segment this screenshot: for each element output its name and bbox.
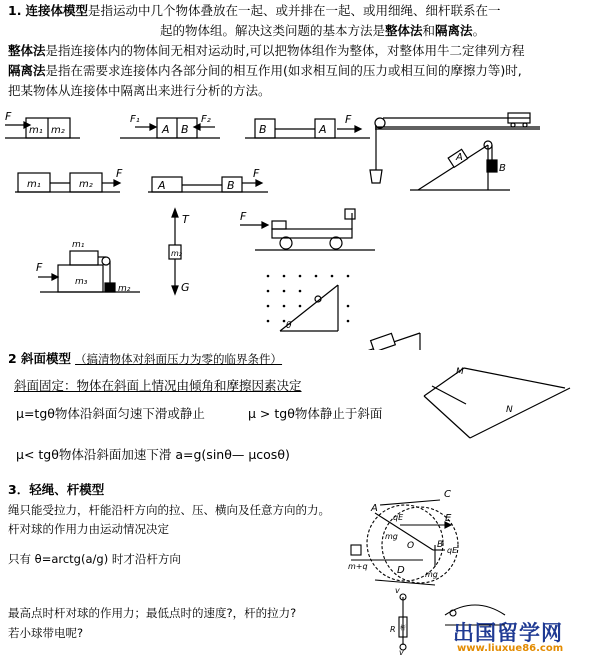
hanging-mass-label: m₂: [171, 249, 182, 258]
incline-eq1: μ=tgθ物体沿斜面匀速下滑或静止: [16, 406, 205, 421]
figure-block-incline: [355, 333, 420, 350]
label-r: R: [390, 625, 396, 634]
section2-heading: [8, 350, 282, 368]
incline-eq3: μ< tgθ物体沿斜面加速下滑 a=g(sinθ— μcosθ): [16, 447, 290, 462]
figure-incline-mn: [410, 360, 590, 440]
block-a-label: A: [162, 123, 170, 136]
block-a-label-2: A: [319, 123, 327, 136]
incline-fixed-text: 斜面固定：物体在斜面上情况由倾角和摩擦因素决定: [14, 378, 302, 393]
mass-m2-label-2: m₂: [79, 179, 93, 190]
mass-m3-label: m₃: [75, 277, 88, 287]
label-e: E: [445, 513, 452, 524]
watermark-url: www.liuxue86.com: [457, 643, 564, 654]
method-whole: 整体法: [385, 23, 423, 38]
isolation-method-line2: 把某物体从连接体中隔离出来进行分析的方法。: [8, 83, 271, 98]
whole-label: 整体法: [8, 43, 46, 58]
block-b-label-3: B: [227, 179, 235, 192]
label-mg-2: mg: [425, 570, 438, 579]
label-b: B: [437, 540, 444, 550]
label-m: M: [456, 367, 464, 377]
isolation-method-line: [8, 62, 522, 79]
figure-incline-pulley: [410, 141, 510, 190]
section1-desc-b: 起的物体组。解决这类问题的基本方法是: [160, 23, 386, 38]
block-b-label-2: B: [259, 123, 267, 136]
section3-line2: 杆对球的作用力由运动情况决定: [8, 522, 169, 536]
label-mq: m+q: [348, 562, 368, 571]
section3-line5: 若小球带电呢?: [8, 626, 84, 640]
hanging-block-b-label: B: [499, 163, 506, 174]
label-a: A: [371, 503, 378, 514]
figure-dotted-field: [267, 275, 350, 331]
block-b-label: B: [181, 123, 189, 136]
mass-m1-label-2: m₁: [27, 179, 41, 190]
mass-label-m1: m₁: [29, 125, 43, 136]
section1-desc-line2: [160, 22, 485, 39]
force-f1-label: F₁: [130, 114, 140, 125]
figure-pulley-cart: [370, 113, 540, 183]
force-label-6: F: [36, 261, 43, 274]
mass-m2-label-3: m₂: [118, 284, 131, 294]
section2-title: 2 斜面模型: [8, 351, 72, 366]
figure-ab-rope: [148, 167, 268, 192]
force-f2-label: F₂: [201, 114, 211, 125]
angle-theta-label: θ: [286, 321, 292, 331]
mass-m1-label-3: m₁: [72, 240, 85, 250]
section3-line4: 最高点时杆对球的作用力；最低点时的速度?，杆的拉力?: [8, 606, 297, 620]
section1-desc-a: 是指运动中几个物体叠放在一起、或并排在一起、或用细绳、细杆联系在一: [87, 3, 501, 18]
gravity-label: G: [181, 281, 190, 294]
figure-two-blocks-pushed: [5, 110, 80, 138]
force-label: F: [5, 110, 12, 123]
figure-cart-block: [240, 209, 375, 250]
period: 。: [472, 23, 486, 38]
connected-body-figures: [0, 105, 593, 350]
figure-rope-connected: [245, 113, 370, 138]
label-mg: mg: [385, 532, 398, 541]
iso-text: 是指在需要求连接体内各部分间的相互作用(如求相互间的压力或相互间的摩擦力等)时,: [45, 63, 522, 78]
force-label-2: F: [345, 113, 352, 126]
and-text: 和: [422, 23, 436, 38]
force-label-3: F: [116, 167, 123, 180]
label-qe: qE: [393, 513, 404, 522]
incline-block-a-label: A: [456, 152, 463, 163]
figure-rope-two-blocks: [15, 167, 123, 192]
section3-title: 3．轻绳、杆模型: [8, 482, 105, 497]
iso-label: 隔离法: [8, 63, 46, 78]
label-v-2: v: [399, 648, 404, 655]
incline-eq2: μ > tgθ物体静止于斜面: [248, 406, 383, 421]
figure-free-body: [169, 209, 190, 294]
label-v: v: [395, 586, 400, 595]
force-label-5: F: [240, 210, 247, 223]
figure-three-mass: [36, 240, 140, 294]
whole-method-line: [8, 42, 525, 59]
label-qe-2: qE: [447, 546, 458, 555]
label-c: C: [444, 489, 451, 500]
force-label-4: F: [253, 167, 260, 180]
method-isolation: 隔离法: [435, 23, 473, 38]
label-n: N: [506, 405, 513, 415]
label-o: O: [407, 541, 415, 551]
label-d: D: [397, 565, 405, 576]
section1-paragraph: [8, 2, 500, 19]
block-a-label-3: A: [158, 179, 166, 192]
figure-two-forces: [120, 114, 220, 138]
whole-text: 是指连接体内的物体间无相对运动时,可以把物体组作为整体，对整体用牛二定律列方程: [45, 43, 525, 58]
section3-line3: 只有 θ=arctg(a/g) 时才沿杆方向: [8, 552, 181, 566]
watermark: [453, 617, 593, 655]
tension-label: T: [182, 213, 189, 226]
section1-title: 连接体模型: [25, 3, 88, 18]
label-rod: 杆: [400, 625, 407, 632]
section2-note: （搞清物体对斜面压力为零的临界条件）: [75, 352, 283, 366]
section1-number: 1.: [8, 3, 22, 18]
mass-label-m2: m₂: [51, 125, 65, 136]
watermark-cn: 出国留学网: [453, 621, 563, 645]
section3-line1: 绳只能受拉力，杆能沿杆方向的拉、压、横向及任意方向的力。: [8, 503, 330, 517]
